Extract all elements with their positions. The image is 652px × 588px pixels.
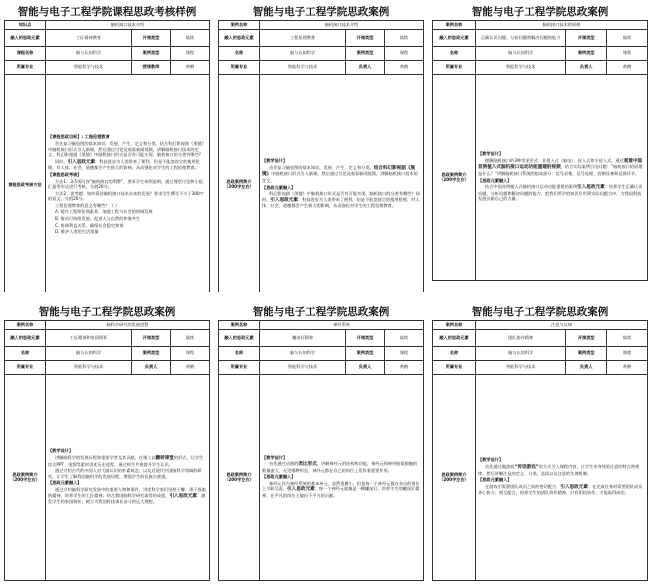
body-paragraph — [48, 216, 207, 222]
section-heading — [262, 474, 421, 480]
section-heading — [262, 455, 421, 461]
row-key-value: 课程 — [385, 346, 424, 360]
paragraph-text: 【教学设计】 — [478, 457, 504, 463]
row-key-value: 陆续 — [607, 329, 648, 346]
row-value: 智能科学与技术 — [260, 60, 346, 74]
row-value: 神经系统 — [260, 321, 424, 330]
row-value: 脑科学研究的发展进程 — [46, 321, 210, 330]
paragraph-tail: ：每一个神经元就像是一颗螺丝钉，培养学生的螺丝钉精神，在平凡的岗位上做出不平凡的贡献。 — [262, 486, 420, 499]
body-paragraph — [48, 141, 207, 158]
row-value: 智能科学与技术 — [476, 60, 566, 74]
row-value: 脑机接口技术的原理 — [476, 21, 648, 30]
row-key-value: 陆续 — [171, 29, 210, 46]
highlight-text: 引入思政元素 — [270, 197, 298, 203]
row-key: 开课类型 — [566, 329, 607, 346]
body-paragraph — [262, 191, 421, 209]
paragraph-text: 首先复习脑电图的基本知识，发展、产生、定义和分类。结合科幻影视剧《黑镜》中脑机接口形式引入新课，然后通过讨论及观看新闻视频，讲解脑机接口技术的定义、科幻影视剧《黑镜》中脑机接口形式是否有可能实现，脑机接口的分类有哪些? — [48, 140, 206, 158]
paragraph-text: 首先通过动画的 — [269, 461, 299, 467]
panel-title: 智能与电子工程学院思政案例 — [471, 6, 609, 18]
case-table — [4, 20, 210, 292]
highlight-text: 引入思政元素 — [560, 484, 588, 490]
case-body — [46, 374, 210, 580]
panel-title: 智能与电子工程学院思政案例 — [471, 306, 609, 318]
case-body — [476, 74, 648, 280]
body-paragraph — [478, 158, 645, 177]
row-value: 脑与认知科学 — [46, 46, 132, 60]
paragraph-text: 工程伦理教育的意义有哪些？（ ） — [55, 202, 120, 208]
body-label: 思政案例简介（200字左右） — [5, 374, 46, 580]
row-key: 授课教师 — [132, 60, 171, 74]
row-key-value: 课程 — [607, 346, 648, 360]
row-value: 智能科学与技术 — [46, 360, 132, 374]
section-heading — [262, 158, 421, 164]
section-heading — [48, 480, 207, 486]
row-label: 名称 — [433, 346, 476, 360]
row-key: 案例类型 — [566, 346, 607, 360]
row-key: 案例类型 — [132, 46, 171, 60]
row-label: 名称 — [433, 46, 476, 60]
row-value: 工匠精神教育 — [46, 29, 132, 46]
row-value: 螺丝钉精神 — [260, 329, 346, 346]
paragraph-text: A. 提升工程师伦理素养，加强工程与社会的协调发展 — [55, 209, 153, 215]
row-label: 融入的思政元素 — [219, 29, 260, 46]
row-key-value: 课程 — [171, 46, 210, 60]
row-label: 所属专业 — [5, 60, 46, 74]
section-heading — [48, 172, 207, 178]
case-panel-5 — [218, 304, 424, 584]
paragraph-text: 通过介绍古代的中国人对大脑认识的朴素观念，以及近现代中国脑科学领域的研究，让学生了解我国脑科学的发展历程，增强学生的民族自豪感。 — [48, 468, 202, 479]
section-heading — [478, 178, 645, 184]
row-key: 负责人 — [132, 360, 171, 374]
row-value: 脑与认知科学 — [476, 46, 566, 60]
row-label: 案例名称 — [5, 321, 46, 330]
row-label: 所属专业 — [5, 360, 46, 374]
highlight-text: 引入思政元素 — [577, 185, 605, 191]
row-key: 开课类型 — [346, 329, 385, 346]
paragraph-text: 【教学设计】 — [48, 448, 74, 454]
row-value: 脑机接口技术介绍 — [260, 21, 424, 30]
paragraph-tail: ：激发学生的家国情怀，树立为我国科技事业奋斗的远大理想。 — [48, 492, 206, 505]
row-label: 所属专业 — [433, 360, 476, 374]
row-label: 知识点 — [5, 21, 46, 30]
case-panel-4 — [4, 304, 210, 584]
row-label: 案例名称 — [433, 21, 476, 30]
row-label: 融入的思政元素 — [433, 329, 476, 346]
row-key: 开课类型 — [132, 329, 171, 346]
highlight-text: 引入思政元素 — [287, 487, 315, 493]
paragraph-text: 同时， — [55, 158, 68, 164]
body-paragraph — [48, 191, 207, 202]
row-key: 开课类型 — [132, 29, 171, 46]
row-key: 负责人 — [346, 360, 385, 374]
paragraph-text: 结合中国首例植入式脑机接口运动功能重建的案例 — [485, 184, 578, 190]
row-key-value: 陆续 — [385, 29, 424, 46]
paragraph-text: 首先通过做游戏 — [485, 463, 515, 469]
section-heading — [478, 151, 645, 157]
case-panel-2 — [218, 4, 424, 292]
paragraph-tail: ，讲解神经元的结构和功能，神经元和神经胶质细胞的数量庞大，无论哪种形态，神经元都在自己的岗位上发挥着重要作用。 — [262, 461, 418, 473]
row-key: 案例类型 — [132, 346, 171, 360]
paragraph-tail: 的方式引入课程内容，让学生亲身体验注意的特点和规律，然后讲解注意的定义、分类、品质以及注意的生理机制。 — [478, 463, 640, 476]
section-heading — [48, 134, 207, 140]
case-panel-3 — [432, 4, 648, 292]
row-key: 开课类型 — [566, 29, 607, 46]
row-value: 注意与认知 — [476, 321, 648, 330]
paragraph-tail: ：科技进步为人类带来了便利，但是不能忽视它的使用伦理，对人体、社会、道德都会产生极大的影响，从而强化对学生的工程伦理教育。 — [262, 196, 420, 209]
body-paragraph — [48, 203, 207, 209]
row-key-value: 陆续 — [171, 329, 210, 346]
row-key-value: 黄鹤 — [171, 360, 210, 374]
case-table — [218, 320, 424, 581]
body-paragraph — [48, 209, 207, 215]
row-label: 融入的思政元素 — [219, 329, 260, 346]
row-value: 智能科学与技术 — [46, 60, 132, 74]
body-label: 课程思政考核方法 — [5, 74, 46, 292]
paragraph-text: 神经元作为神经系统的基本单元，虽然很微小，但是每一个神经元都在各自的岗位上尽职尽责， — [262, 480, 420, 492]
paragraph-text: 【教学设计】 — [478, 151, 504, 157]
body-paragraph — [262, 165, 421, 184]
paragraph-text: B. 推动可持续发展，促进人与自然的和谐共生 — [55, 216, 141, 222]
body-paragraph — [48, 223, 207, 229]
highlight-text: 观看中国首例植入式脑机接口运动功能重建的视频 — [478, 158, 643, 171]
row-value: 正确认识问题、分析问题和解决问题的能力 — [476, 29, 566, 46]
section-heading — [262, 185, 421, 191]
body-paragraph — [48, 159, 207, 171]
body-paragraph — [262, 461, 421, 473]
paragraph-tail: ：在完成任务时需要团队成员齐心协力、相互配合，培养学生的团队协作精神，只有团结协作，才能取得成功。 — [478, 483, 643, 496]
paragraph-text: C. 协调利益关系，确保社会稳定和谐 — [55, 222, 124, 228]
paragraph-text: 【思政元素融入】 — [478, 477, 512, 483]
panel-title: 智能与电子工程学院思政案例 — [252, 6, 390, 18]
row-key: 负责人 — [346, 60, 385, 74]
row-label: 融入的思政元素 — [5, 29, 46, 46]
row-value: 团队协作精神 — [476, 329, 566, 346]
body-paragraph — [478, 484, 645, 496]
row-value: 工程伦理教育 — [260, 29, 346, 46]
case-body — [46, 74, 210, 292]
case-body — [476, 374, 648, 580]
body-paragraph — [48, 179, 207, 190]
body-paragraph — [478, 184, 645, 202]
case-body — [260, 374, 424, 580]
case-table — [4, 320, 210, 581]
section-heading — [478, 457, 645, 463]
paragraph-tail: ：培养学生正确认识问题、分析问题和解决问题的能力，把我们所学的知识应用到实际问题当中，为我国科技发展贡献自己的力量。 — [478, 184, 643, 202]
highlight-text: 翻转课堂 — [155, 456, 174, 462]
body-paragraph — [48, 229, 207, 235]
paragraph-text: 【教学设计】 — [262, 454, 288, 460]
paragraph-text: 【课程思政目标】: 工程伦理教育 — [48, 134, 110, 140]
panel-title: 智能与电子工程学院课程思政考核样例 — [17, 6, 197, 18]
paragraph-text: 【思政元素融入】 — [262, 474, 296, 480]
row-key-value: 课程 — [385, 46, 424, 60]
paragraph-text: 科幻影视剧《黑镜》中脑机接口形式是否有可能实现，脑机接口的分类有哪些？同时， — [262, 191, 420, 202]
row-value: 脑与认知科学 — [476, 346, 566, 360]
highlight-text: “传话游戏” — [514, 464, 539, 470]
row-value: 脑与认知科学 — [46, 346, 132, 360]
body-label: 思政案例简介（200字左右） — [433, 74, 476, 280]
case-panel-1 — [4, 4, 210, 292]
row-label: 所属专业 — [433, 60, 476, 74]
row-key-value: 陆续 — [385, 329, 424, 346]
body-paragraph — [262, 481, 421, 499]
paragraph-text: 理解脑机接口的3种常见形式：非侵入式（脑电）、侵入式和半侵入式。通过 — [485, 157, 624, 163]
row-value: 工匠精神和家国情怀 — [46, 329, 132, 346]
paragraph-text: D. 维护人类的生活质量 — [55, 229, 99, 235]
row-key: 开课类型 — [346, 29, 385, 46]
body-paragraph — [48, 487, 207, 505]
row-value: 智能科学与技术 — [260, 360, 346, 374]
highlight-text: 类比形式 — [298, 462, 317, 468]
row-label: 名称 — [219, 46, 260, 60]
body-label: 思政案例简介（200字左右） — [219, 74, 260, 292]
case-table — [218, 20, 424, 292]
case-table — [432, 20, 648, 281]
row-label: 所属专业 — [219, 360, 260, 374]
highlight-text: 引入思政元素 — [67, 159, 96, 165]
row-label: 融入的思政元素 — [5, 329, 46, 346]
body-paragraph — [478, 464, 645, 476]
row-key: 案例类型 — [346, 346, 385, 360]
paragraph-text: 【思政元素融入】 — [478, 177, 512, 183]
row-label: 案例名称 — [219, 321, 260, 330]
panel-title: 智能与电子工程学院思政案例 — [252, 306, 390, 318]
highlight-text: 引入思政元素 — [169, 493, 198, 499]
case-panel-6 — [432, 304, 648, 584]
row-value: 脑与认知科学 — [260, 346, 346, 360]
section-heading — [48, 448, 207, 454]
body-paragraph — [48, 455, 207, 467]
row-label: 所属专业 — [219, 60, 260, 74]
paragraph-text: 首先复习脑电图的基本知识，发展、产生、定义和分类。 — [269, 164, 374, 170]
row-key-value: 黄鹤 — [607, 360, 648, 374]
case-table — [432, 320, 648, 581]
row-key-value: 课程 — [607, 46, 648, 60]
paragraph-tail: ，结合实际案例引出问题：“脑机接口的原理是什么？”讲解脑机接口系统的组成部分：信号采集、信号处理、控制设备和反馈环节。 — [478, 164, 643, 176]
body-paragraph — [48, 468, 207, 479]
body-label: 思政案例简介（200字左右） — [219, 374, 260, 580]
row-label: 案例名称 — [433, 321, 476, 330]
row-value: 脑与认知科学 — [260, 46, 346, 60]
case-body — [260, 74, 424, 292]
row-key-value: 黄鹤 — [385, 60, 424, 74]
row-key-value: 黄鹤 — [171, 60, 210, 74]
row-label: 融入的思政元素 — [433, 29, 476, 46]
row-key-value: 课程 — [171, 346, 210, 360]
row-value: 脑机接口技术介绍 — [46, 21, 210, 30]
paragraph-text: 【教学设计】 — [262, 158, 288, 164]
paragraph-text: 通过介绍脑科学研究发展中的重要人物和事件，讲述科学家们坚持不懈、勇于探索的精神，培养学生的工匠精神；结合我国脑科学研究取得的成就， — [48, 486, 206, 498]
row-label: 名称 — [219, 346, 260, 360]
body-label: 思政案例简介（200字左右） — [433, 374, 476, 580]
paragraph-text: 【思政元素融入】 — [262, 184, 296, 190]
section-heading — [478, 477, 645, 483]
row-key: 负责人 — [566, 60, 607, 74]
paragraph-text: 【思政元素融入】 — [48, 480, 82, 486]
row-key-value: 黄鹤 — [385, 360, 424, 374]
row-key: 负责人 — [566, 360, 607, 374]
paragraph-tail: 的形式，让学生综合PPT、视频等素材讲述历史进程，通过师生共建提升学生认识。 — [48, 455, 204, 467]
row-key: 案例类型 — [566, 46, 607, 60]
row-value: 智能科学与技术 — [476, 360, 566, 374]
row-key: 案例类型 — [346, 46, 385, 60]
panel-title: 智能与电子工程学院思政案例 — [38, 306, 176, 318]
paragraph-text: 方法1：3-5项问答“脑机接口的利弊”，要求学生举例说明，通过课堂讨论和小组汇报等形式进行考核，分值20分。 — [48, 178, 203, 190]
row-key-value: 陆续 — [607, 29, 648, 46]
paragraph-text: 讲解脑科学的发展历程和重要学者及其贡献，在课上以 — [55, 455, 156, 461]
paragraph-text: 在游戏中需要团队成员之间的密切配合， — [485, 483, 561, 489]
row-label: 课程名称 — [5, 46, 46, 60]
row-label: 案例名称 — [219, 21, 260, 30]
paragraph-text: 方法2：思考题：如何看待脑机接口技术未来的发展？要求学生撰写不少于300字的短文，分值20分。 — [48, 190, 204, 202]
row-label: 名称 — [5, 346, 46, 360]
paragraph-text: 【课程思政考核】 — [48, 171, 82, 177]
highlight-text: 结合科幻影视剧《黑镜》 — [262, 165, 416, 178]
row-key-value: 黄鹤 — [607, 60, 648, 74]
paragraph-tail: ：科技进步为人类带来了便利，但是不能忽视它的使用伦理，对人体、社会、道德都会产生极大的影响，从而强化对学生的工程伦理教育。 — [48, 158, 200, 171]
paragraph-tail: 中脑机接口形式引入新课，然后通过讨论及观看新闻视频，讲解脑机接口技术的定义。 — [262, 171, 418, 183]
